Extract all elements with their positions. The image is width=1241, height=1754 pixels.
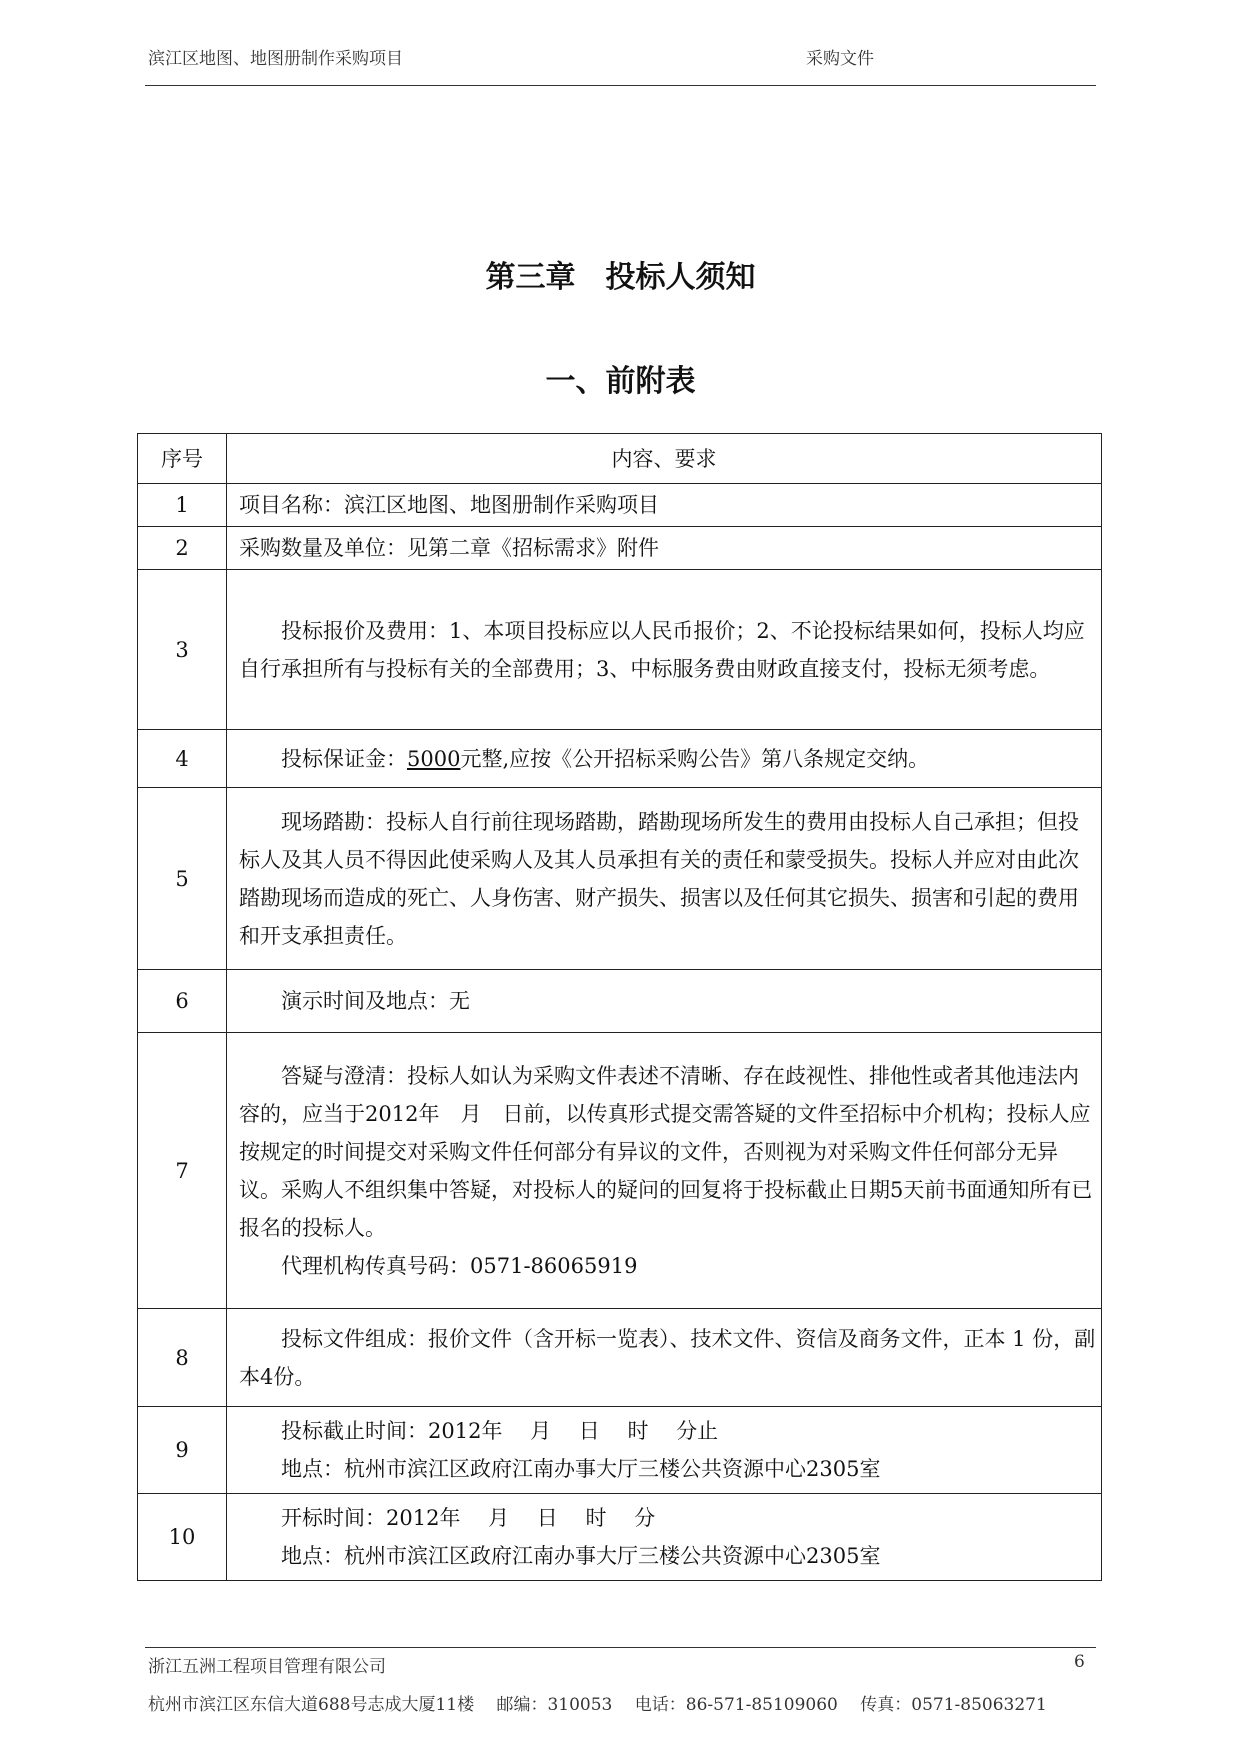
table-row xyxy=(138,970,1102,1033)
row-number: 2 xyxy=(138,527,227,570)
col-header-number: 序号 xyxy=(138,434,227,484)
row-number: 5 xyxy=(138,788,227,970)
deposit-text: 元整,应按《公开招标采购公告》第八条规定交纳。 xyxy=(460,746,930,771)
col-header-content: 内容、要求 xyxy=(227,434,1102,484)
row-number: 10 xyxy=(138,1494,227,1581)
footer-company: 浙江五洲工程项目管理有限公司 xyxy=(148,1657,386,1677)
page-number: 6 xyxy=(1074,1652,1085,1672)
row-number: 9 xyxy=(138,1407,227,1494)
deposit-amount: 5000 xyxy=(407,746,461,771)
row-number: 4 xyxy=(138,730,227,788)
table-row xyxy=(138,484,1102,527)
row-content: 项目名称：滨江区地图、地图册制作采购项目 xyxy=(227,484,1102,527)
qa-paragraph: 答疑与澄清：投标人如认为采购文件表述不清晰、存在歧视性、排他性或者其他违法内容的，应当于2012年 月 日前，以传真形式提交需答疑的文件至招标中介机构；投标人应按规定的时间提交对采购文件任何部分有异议的文件，否则视为对采购文件任何部分无异议。采购人不组织集中答疑，对投标人的疑问的回复将于投标截止日期5天前书面通知所有已报名的投标人。 xyxy=(239,1063,1093,1240)
footer-rule xyxy=(145,1647,1096,1648)
row-number: 7 xyxy=(138,1033,227,1309)
table-row xyxy=(138,1309,1102,1407)
row-content: 演示时间及地点：无 xyxy=(227,970,1102,1033)
row-number: 3 xyxy=(138,570,227,730)
pre-attached-table xyxy=(137,433,1102,1581)
opening-location: 地点：杭州市滨江区政府江南办事大厅三楼公共资源中心2305室 xyxy=(281,1544,881,1568)
deadline-time: 投标截止时间：2012年 月 日 时 分止 xyxy=(281,1419,719,1443)
row-content: 投标文件组成：报价文件（含开标一览表）、技术文件、资信及商务文件，正本 1 份，副本4份。 xyxy=(227,1309,1102,1407)
header-doc-type: 采购文件 xyxy=(806,49,874,69)
opening-time: 开标时间：2012年 月 日 时 分 xyxy=(281,1506,656,1530)
table-row xyxy=(138,1494,1102,1581)
row-number: 1 xyxy=(138,484,227,527)
deadline-location: 地点：杭州市滨江区政府江南办事大厅三楼公共资源中心2305室 xyxy=(281,1457,881,1481)
header-project-title: 滨江区地图、地图册制作采购项目 xyxy=(148,49,403,69)
row-content xyxy=(227,730,1102,788)
table-header-row xyxy=(138,434,1102,484)
header-rule xyxy=(145,85,1096,86)
section-title: 一、前附表 xyxy=(545,364,696,399)
table-row xyxy=(138,788,1102,970)
row-content xyxy=(227,1494,1102,1581)
footer-address: 杭州市滨江区东信大道688号志成大厦11楼 邮编：310053 电话：86-571-85109060 传真：0571-85063271 xyxy=(148,1695,1047,1715)
table-row xyxy=(138,730,1102,788)
table-row xyxy=(138,527,1102,570)
deposit-label: 投标保证金： xyxy=(281,746,407,771)
row-content xyxy=(227,1033,1102,1309)
table-row xyxy=(138,1033,1102,1309)
row-content: 现场踏勘：投标人自行前往现场踏勘，踏勘现场所发生的费用由投标人自己承担；但投标人及其人员不得因此使采购人及其人员承担有关的责任和蒙受损失。投标人并应对由此次踏勘现场而造成的死亡、人身伤害、财产损失、损害以及任何其它损失、损害和引起的费用和开支承担责任。 xyxy=(227,788,1102,970)
row-content: 采购数量及单位：见第二章《招标需求》附件 xyxy=(227,527,1102,570)
row-content xyxy=(227,1407,1102,1494)
fax-number: 代理机构传真号码：0571-86065919 xyxy=(281,1253,638,1278)
row-number: 6 xyxy=(138,970,227,1033)
table-row xyxy=(138,570,1102,730)
row-number: 8 xyxy=(138,1309,227,1407)
table-row xyxy=(138,1407,1102,1494)
chapter-title: 第三章 投标人须知 xyxy=(485,260,756,295)
row-content: 投标报价及费用：1、本项目投标应以人民币报价；2、不论投标结果如何，投标人均应自行承担所有与投标有关的全部费用；3、中标服务费由财政直接支付，投标无须考虑。 xyxy=(227,570,1102,730)
